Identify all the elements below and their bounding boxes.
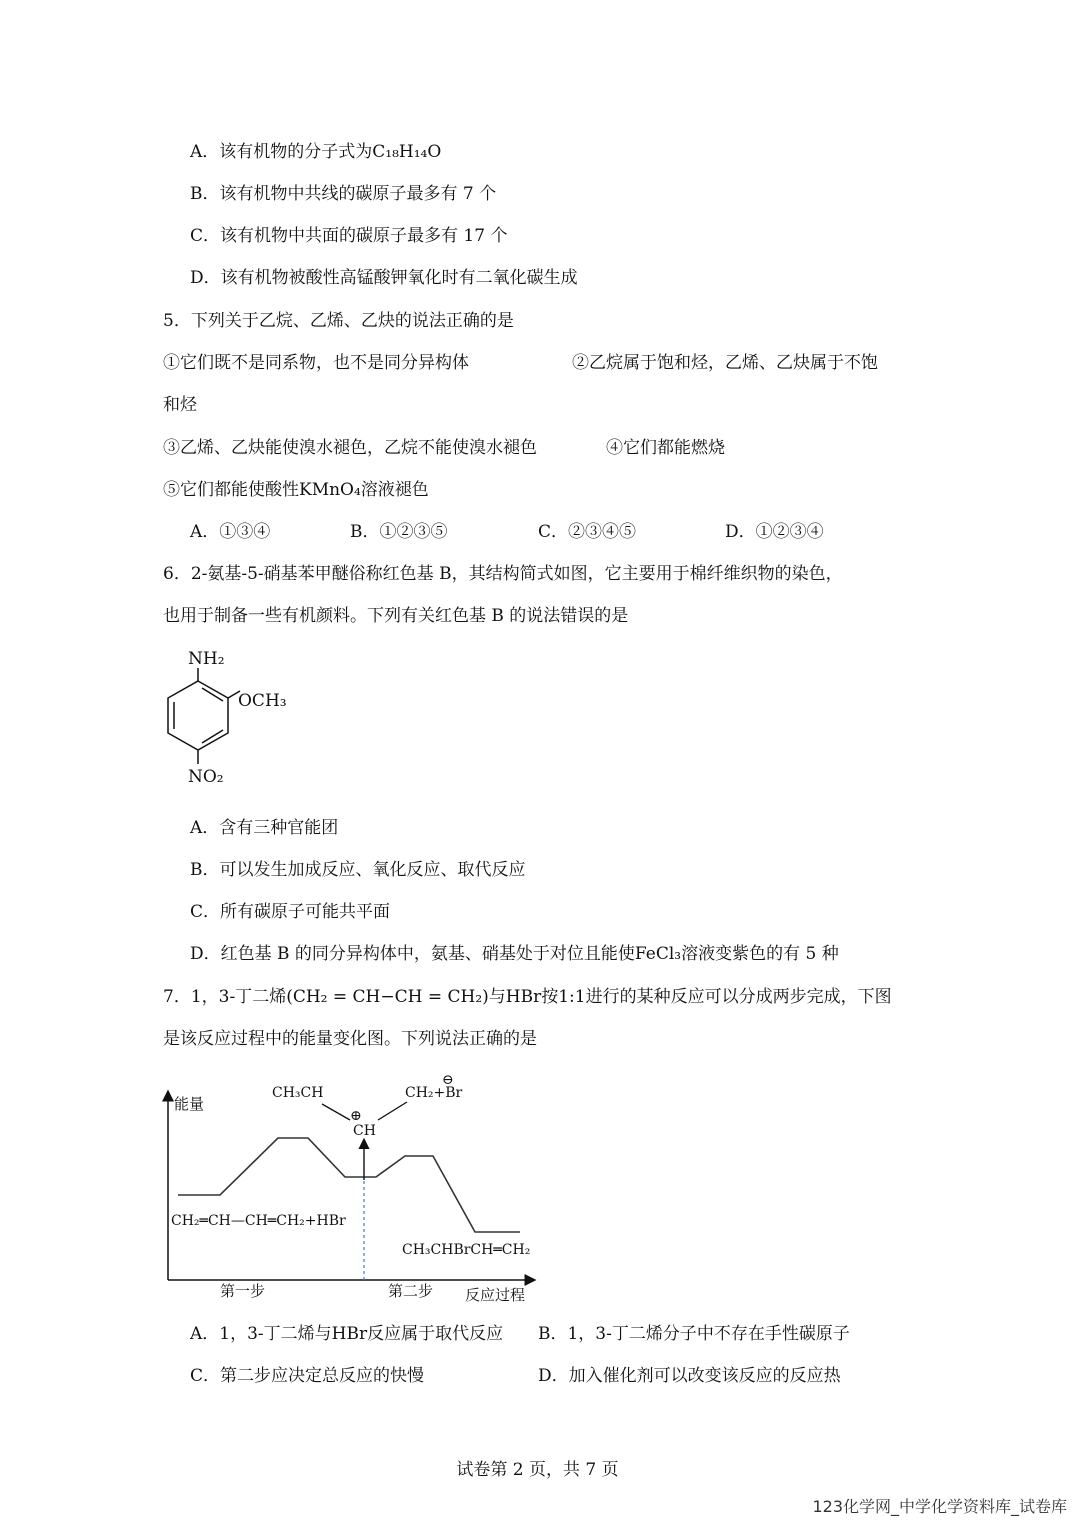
q5-option-c: C．②③④⑤ [538,522,637,542]
q7-stem-line1: 7．1，3-丁二烯(CH₂ = CH−CH = CH₂)与HBr按1:1进行的某种反应可以分成两步完成，下图 [163,987,892,1007]
q4-option-b: B．该有机物中共线的碳原子最多有 7 个 [190,184,497,204]
q5-statement-2-cont: 和烃 [163,395,197,415]
q6-option-b: B．可以发生加成反应、氧化反应、取代反应 [190,860,526,880]
q6-stem-line1: 6．2-氨基-5-硝基苯甲醚俗称红色基 B，其结构简式如图，它主要用于棉纤维织物的染色， [163,564,843,584]
page-footer: 试卷第 2 页，共 7 页 [456,1460,619,1480]
q5-statement-5: ⑤它们都能使酸性KMnO₄溶液褪色 [163,480,429,500]
bromide-sign: ⊖ [442,1072,454,1088]
q7-option-b: B．1，3-丁二烯分子中不存在手性碳原子 [538,1324,850,1344]
q5-statement-2: ②乙烷属于饱和烃，乙烯、乙炔属于不饱 [572,353,878,373]
q6-stem-line2: 也用于制备一些有机颜料。下列有关红色基 B 的说法错误的是 [163,606,629,626]
carbocation-sign: ⊕ [350,1108,362,1124]
step1-label: 第一步 [220,1282,266,1300]
och3-group: OCH₃ [238,691,287,711]
nh2-group: NH₂ [188,649,225,669]
x-axis-label: 反应过程 [465,1286,526,1304]
q6-option-a: A．含有三种官能团 [190,818,339,838]
q7-option-c: C．第二步应决定总反应的快慢 [190,1366,425,1386]
q5-option-a: A．①③④ [190,522,271,542]
intermediate-mid: CH [353,1123,376,1139]
q6-option-c: C．所有碳原子可能共平面 [190,902,391,922]
intermediate-left: CH₃CH [272,1085,324,1101]
q5-statement-1: ①它们既不是同系物，也不是同分异构体 [163,353,469,373]
q4-option-c: C．该有机物中共面的碳原子最多有 17 个 [190,226,508,246]
q5-stem: 5．下列关于乙烷、乙烯、乙炔的说法正确的是 [163,311,514,331]
bond-left [322,1104,350,1120]
no2-group: NO₂ [188,767,224,787]
watermark: 123化学网_中学化学资料库_试卷库 [812,1497,1067,1516]
q7-option-d: D．加入催化剂可以改变该反应的反应热 [538,1366,841,1386]
q4-option-d: D．该有机物被酸性高锰酸钾氧化时有二氧化碳生成 [190,268,578,288]
q4-option-a: A．该有机物的分子式为C₁₈H₁₄O [190,142,442,162]
bond-right [378,1102,407,1120]
q5-option-b: B．①②③⑤ [350,522,448,542]
q7-option-a: A．1，3-丁二烯与HBr反应属于取代反应 [190,1324,504,1344]
benzene-ring [168,668,240,764]
q5-statement-3: ③乙烯、乙炔能使溴水褪色，乙烷不能使溴水褪色 [163,438,537,458]
q5-statement-4: ④它们都能燃烧 [606,438,725,458]
product-label: CH₃CHBrCH═CH₂ [402,1242,531,1258]
intermediate-right: CH₂+Br [405,1085,463,1101]
step2-label: 第二步 [388,1282,434,1300]
q7-stem-line2: 是该反应过程中的能量变化图。下列说法正确的是 [163,1029,537,1049]
energy-profile-diagram [150,1060,570,1310]
y-axis-label: 能量 [174,1095,205,1113]
red-base-b-structure [160,640,310,800]
reactant-label: CH₂═CH—CH═CH₂+HBr [171,1213,346,1229]
q5-option-d: D．①②③④ [725,522,824,542]
q6-option-d: D．红色基 B 的同分异构体中，氨基、硝基处于对位且能使FeCl₃溶液变紫色的有 5 种 [190,944,839,964]
